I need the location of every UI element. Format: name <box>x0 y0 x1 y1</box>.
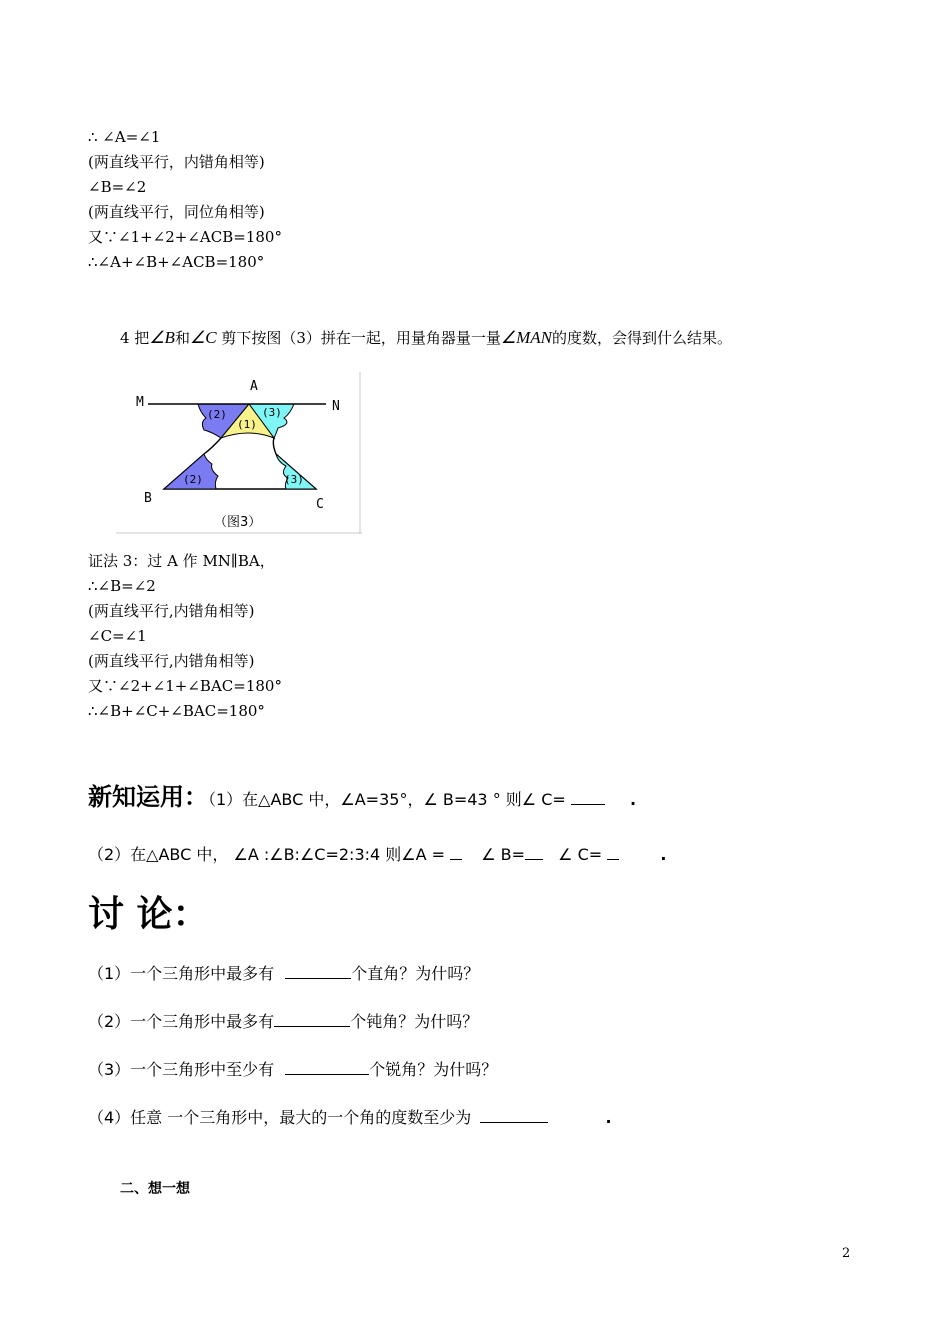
label-a: A <box>250 379 258 394</box>
apply-q2-blank-a[interactable] <box>450 843 462 860</box>
discuss-q3-blank[interactable] <box>285 1058 369 1075</box>
discuss-q3-text-b: 个锐角？为什吗？ <box>369 1060 498 1079</box>
discuss-q2-blank[interactable] <box>274 1010 350 1027</box>
discuss-q1 <box>88 962 479 985</box>
proof2-line-4: (两直线平行，同位角相等) <box>88 203 265 221</box>
apply-q1-blank-c[interactable] <box>571 788 605 805</box>
apply-q1 <box>88 782 636 815</box>
apply-q2-text-a: （2）在△ABC 中， ∠A :∠B:∠C=2:3:4 则∠A = <box>88 845 446 864</box>
proof2-line-6: ∴∠A+∠B+∠ACB=180° <box>88 253 265 271</box>
task-4 <box>120 328 732 348</box>
angle-c: ∠C <box>189 328 217 347</box>
task-4-prefix: 4 把 <box>120 329 150 347</box>
apply-q1-text: （1）在△ABC 中，∠A=35°，∠ B=43 ° 则∠ C= <box>208 790 566 809</box>
discuss-q4-text-a: （4）任意 一个三角形中，最大的一个角的度数至少为 <box>88 1108 472 1127</box>
angle-b: ∠B <box>149 328 175 347</box>
apply-q1-end: . <box>629 790 637 809</box>
page-number: 2 <box>842 1246 851 1261</box>
discuss-q1-text-b: 个直角？为什吗？ <box>351 964 480 983</box>
apply-heading: 新知运用： <box>88 783 208 811</box>
discuss-q2-text-a: （2）一个三角形中最多有 <box>88 1012 275 1031</box>
label-n: N <box>332 399 340 414</box>
label-piece-3-top: (3) <box>262 406 282 419</box>
task-4-suffix: 的度数，会得到什么结果。 <box>552 329 733 347</box>
task-4-and: 和 <box>174 329 190 347</box>
label-c: C <box>316 497 324 512</box>
proof2-line-2: (两直线平行，内错角相等) <box>88 153 265 171</box>
section-2-title: 二、想一想 <box>120 1181 190 1197</box>
label-piece-2-top: (2) <box>207 408 227 421</box>
discuss-q4-blank[interactable] <box>480 1106 548 1123</box>
discuss-heading: 讨 论： <box>88 894 209 935</box>
apply-q2 <box>88 843 666 866</box>
label-piece-2-bottom: (2) <box>183 473 203 486</box>
apply-q2-blank-b[interactable] <box>525 843 543 860</box>
discuss-q4-end: . <box>605 1108 612 1127</box>
figure-3 <box>116 372 362 534</box>
proof3-line-2: ∴∠B=∠2 <box>88 577 156 595</box>
label-piece-3-bottom: (3) <box>284 473 304 486</box>
discuss-q2-text-b: 个钝角？为什吗？ <box>350 1012 479 1031</box>
apply-q2-end: . <box>660 845 667 864</box>
proof3-line-4: ∠C=∠1 <box>88 627 147 645</box>
label-m: M <box>136 395 144 410</box>
task-4-middle: 剪下按图（3）拼在一起，用量角器量一量 <box>216 329 501 347</box>
proof2-line-3: ∠B=∠2 <box>88 178 147 196</box>
proof3-line-7: ∴∠B+∠C+∠BAC=180° <box>88 702 265 720</box>
proof3-line-5: (两直线平行,内错角相等) <box>88 652 255 670</box>
discuss-q4 <box>88 1106 612 1129</box>
apply-q2-blank-c[interactable] <box>607 843 619 860</box>
proof2-line-1: ∴ ∠A=∠1 <box>88 128 161 146</box>
apply-q2-text-c: ∠ C= <box>558 845 603 864</box>
angle-man: ∠MAN <box>500 328 552 347</box>
discuss-q1-blank[interactable] <box>285 962 351 979</box>
discuss-q3 <box>88 1058 497 1081</box>
proof3-line-3: (两直线平行,内错角相等) <box>88 602 255 620</box>
proof3-line-6: 又∵∠2+∠1+∠BAC=180° <box>88 677 282 695</box>
label-piece-1: (1) <box>237 418 257 431</box>
proof3-line-1: 证法 3：过 A 作 MN∥BA， <box>88 552 275 570</box>
apply-q2-text-b: ∠ B= <box>481 845 526 864</box>
figure-caption: （图3） <box>214 515 262 530</box>
discuss-q2 <box>88 1010 478 1033</box>
label-b: B <box>144 491 152 506</box>
figure-3-diagram <box>116 372 362 534</box>
proof2-line-5: 又∵∠1+∠2+∠ACB=180° <box>88 228 282 246</box>
discuss-q1-text-a: （1）一个三角形中最多有 <box>88 964 275 983</box>
discuss-q3-text-a: （3）一个三角形中至少有 <box>88 1060 275 1079</box>
